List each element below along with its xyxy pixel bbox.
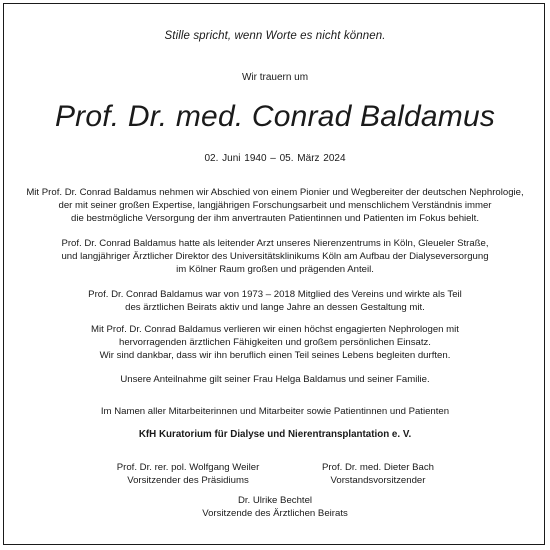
signatory-name: Dr. Ulrike Bechtel [237,495,313,506]
signatory-role: Vorsitzender des Präsidiums [127,474,249,486]
paragraph-line: Mit Prof. Dr. Conrad Baldamus verlieren wir einen höchst engagierten Nephrologen mit [91,324,459,335]
paragraph-line: die bestmögliche Versorgung der ihm anvertrauten Patientinnen und Patienten im Fokus behielt. [71,213,479,225]
signatory-board-chair [288,462,468,487]
paragraph-line: und langjähriger Ärztlicher Direktor des Universitätsklinikums Köln am Aufbau der Dialyseversorgung [61,251,489,263]
paragraph-gratitude [20,323,530,363]
paragraph-condolence [20,373,530,386]
signatory-name: Prof. Dr. rer. pol. Wolfgang Weiler [116,462,260,473]
signatory-president [98,462,278,487]
paragraph-line: Wir sind dankbar, dass wir ihn beruflich einen Teil seines Lebens begleiten durften. [99,350,451,362]
signatory-role: Vorstandsvorsitzender [330,474,426,486]
signatory-role: Vorsitzende des Ärztlichen Beirats [202,507,348,519]
life-dates: 02. Juni 1940 – 05. März 2024 [204,153,346,164]
paragraph-on-behalf [20,405,530,418]
paragraph-membership [20,288,530,314]
paragraph-career [20,237,530,277]
motto-text: Stille spricht, wenn Worte es nicht können. [164,30,386,42]
paragraph-line: Unsere Anteilnahme gilt seiner Frau Helga Baldamus und seiner Familie. [120,374,430,385]
signatory-name: Prof. Dr. med. Dieter Bach [322,462,434,473]
paragraph-line: der mit seiner großen Expertise, langjährigen Forschungsarbeit und menschlichem Verständnis immer [58,200,492,212]
paragraph-line: Mit Prof. Dr. Conrad Baldamus nehmen wir Abschied von einem Pionier und Wegbereiter der deutschen Nephrologie, [26,187,524,198]
paragraph-line: im Kölner Raum großen und prägenden Anteil. [176,264,374,276]
signatory-medical-board [185,495,365,520]
deceased-name: Prof. Dr. med. Conrad Baldamus [54,100,496,133]
paragraph-line: hervorragenden ärztlichen Fähigkeiten und großem persönlichen Einsatz. [119,337,431,349]
intro-text: Wir trauern um [241,72,309,83]
paragraph-line: Prof. Dr. Conrad Baldamus war von 1973 – 2018 Mitglied des Vereins und wirkte als Teil [88,289,462,300]
paragraph-line: Im Namen aller Mitarbeiterinnen und Mitarbeiter sowie Patientinnen und Patienten [100,406,450,417]
organization-name: KfH Kuratorium für Dialyse und Nierentransplantation e. V. [138,429,412,440]
paragraph-line: des ärztlichen Beirats aktiv und lange Jahre an dessen Gestaltung mit. [125,302,425,314]
paragraph-tribute [20,186,530,226]
paragraph-line: Prof. Dr. Conrad Baldamus hatte als leitender Arzt unseres Nierenzentrums in Köln, Gleueler Straße, [61,238,489,249]
